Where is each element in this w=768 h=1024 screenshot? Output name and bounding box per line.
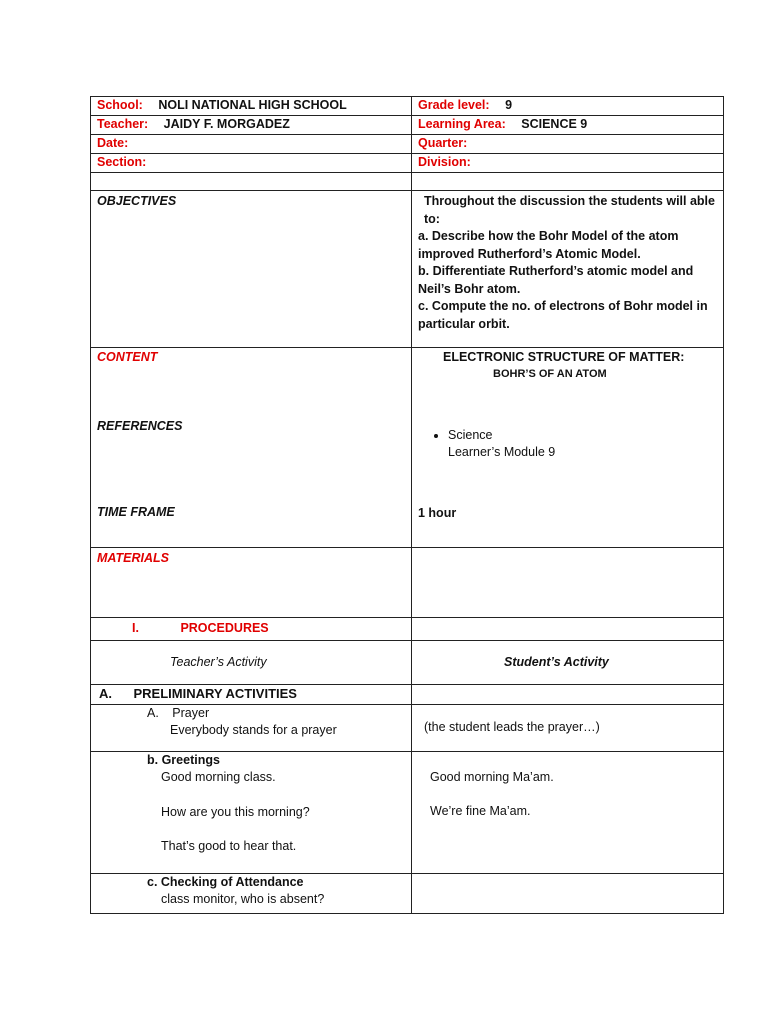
procedures-right-cell (412, 618, 724, 641)
materials-row (91, 548, 724, 618)
content-subtitle: BOHR’S OF AN ATOM (493, 367, 607, 380)
time-frame-label: TIME FRAME (97, 505, 175, 519)
division-cell (412, 154, 724, 173)
school-row (91, 97, 724, 116)
grade-label: Grade level: (418, 98, 490, 112)
procedures-label: PROCEDURES (180, 621, 269, 635)
lesson-plan-table (90, 96, 724, 914)
student-activity-header: Student’s Activity (504, 654, 609, 669)
greeting-teacher-line-1: Good morning class. (161, 770, 276, 784)
quarter-cell (412, 135, 724, 154)
date-label: Date: (97, 136, 129, 150)
references-label: REFERENCES (97, 418, 183, 433)
reference-line-1: Science (448, 427, 493, 442)
greeting-student-line-1: Good morning Ma’am. (430, 769, 554, 784)
objectives-intro: Throughout the discussion the students will able to: (424, 194, 715, 226)
spacer-row (91, 173, 724, 191)
objectives-label: OBJECTIVES (97, 194, 177, 208)
greetings-student-cell (412, 751, 724, 873)
preliminary-label-cell (91, 685, 412, 705)
content-title: ELECTRONIC STRUCTURE OF MATTER: (443, 350, 685, 364)
materials-value-cell (412, 548, 724, 618)
section-label: Section: (97, 155, 147, 169)
attendance-teacher-text: class monitor, who is absent? (161, 892, 325, 906)
spacer-cell-left (91, 173, 412, 191)
preliminary-row (91, 685, 724, 705)
preliminary-label: PRELIMINARY ACTIVITIES (133, 686, 297, 701)
prayer-teacher-text: Everybody stands for a prayer (170, 723, 337, 737)
references-list (418, 427, 717, 462)
materials-label: MATERIALS (97, 551, 169, 565)
content-row (91, 348, 724, 548)
prayer-letter: A. (147, 705, 159, 720)
teacher-cell (91, 116, 412, 135)
prayer-teacher-cell (91, 704, 412, 751)
greetings-teacher-cell (91, 751, 412, 873)
greeting-teacher-line-3: That’s good to hear that. (161, 839, 297, 853)
objective-item-b: b. Differentiate Rutherford’s atomic model and Neil’s Bohr atom. (418, 264, 694, 296)
procedures-row (91, 618, 724, 641)
activity-header-row (91, 641, 724, 685)
preliminary-letter: A. (99, 686, 112, 701)
reference-line-2: Learner’s Module 9 (448, 445, 556, 459)
teacher-activity-header-cell (91, 641, 412, 685)
preliminary-right-cell (412, 685, 724, 705)
content-label-cell (91, 348, 412, 548)
greetings-row (91, 751, 724, 873)
school-value: NOLI NATIONAL HIGH SCHOOL (158, 98, 347, 112)
prayer-row (91, 704, 724, 751)
grade-value: 9 (505, 98, 513, 112)
objectives-text-cell (412, 191, 724, 348)
materials-label-cell (91, 548, 412, 618)
content-label: CONTENT (97, 350, 158, 364)
learning-area-label: Learning Area: (418, 117, 506, 131)
objective-item-a: a. Describe how the Bohr Model of the atom improved Rutherford’s Atomic Model. (418, 229, 679, 261)
spacer-cell-right (412, 173, 724, 191)
teacher-row (91, 116, 724, 135)
grade-cell (412, 97, 724, 116)
section-cell (91, 154, 412, 173)
teacher-value: JAIDY F. MORGADEZ (163, 117, 290, 131)
attendance-row (91, 873, 724, 913)
procedures-number: I. (132, 621, 139, 635)
prayer-label: Prayer (172, 705, 210, 720)
greeting-teacher-line-2: How are you this morning? (161, 804, 310, 819)
date-cell (91, 135, 412, 154)
section-row (91, 154, 724, 173)
prayer-heading (97, 705, 405, 723)
learning-area-cell (412, 116, 724, 135)
school-cell (91, 97, 412, 116)
attendance-label: c. Checking of Attendance (147, 874, 304, 889)
division-label: Division: (418, 155, 471, 169)
objectives-label-cell (91, 191, 412, 348)
attendance-student-cell (412, 873, 724, 913)
objectives-row (91, 191, 724, 348)
teacher-label: Teacher: (97, 117, 149, 131)
reference-item (448, 427, 717, 462)
procedures-label-cell (91, 618, 412, 641)
content-text-cell (412, 348, 724, 548)
lesson-plan-sheet (90, 96, 723, 914)
greetings-label: b. Greetings (147, 752, 220, 767)
objective-item-c: c. Compute the no. of electrons of Bohr model in particular orbit. (418, 299, 708, 331)
attendance-teacher-cell (91, 873, 412, 913)
teacher-activity-header: Teacher’s Activity (170, 654, 267, 669)
learning-area-value: SCIENCE 9 (521, 117, 588, 131)
time-frame-value: 1 hour (418, 505, 457, 520)
greeting-student-line-2: We’re fine Ma’am. (430, 804, 531, 818)
school-label: School: (97, 98, 143, 112)
date-row (91, 135, 724, 154)
student-activity-header-cell (412, 641, 724, 685)
prayer-student-cell (412, 704, 724, 751)
quarter-label: Quarter: (418, 136, 468, 150)
prayer-student-text: (the student leads the prayer…) (424, 719, 600, 734)
